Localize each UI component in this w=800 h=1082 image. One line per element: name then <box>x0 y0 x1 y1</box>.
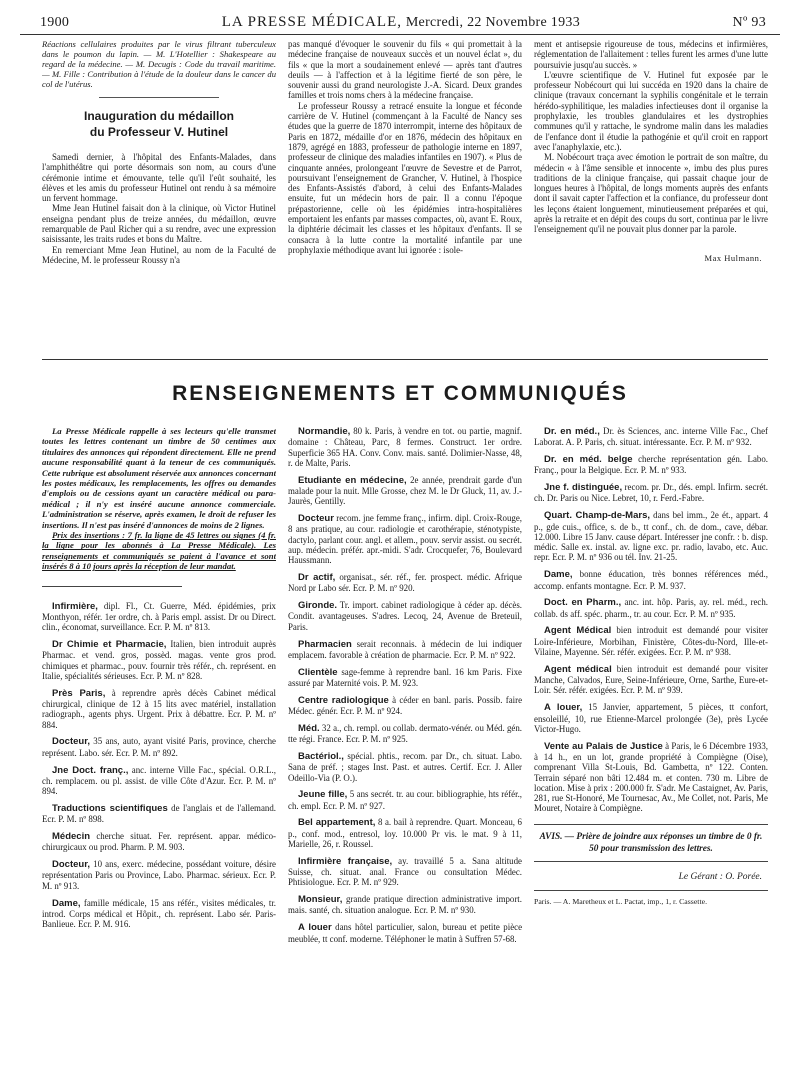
ad-text: bonne éducation, très bonnes références méd., accomp. enfants montagne. Ecr. P. M. 937. <box>534 569 768 591</box>
top-column-1 <box>42 39 276 357</box>
ad-text: 80 k. Paris, à vendre en tot. ou partie, magnif. domaine : Château, Parc, 8 fermes. Construct. 1er ordre. Superficie 365 HA. Conv. Conv. mais. santé. Dolimier-Nasse, 48, r. de Malte, Paris. <box>288 426 522 468</box>
ad-keyword: Dr Chimie et Pharmacie, <box>52 639 167 651</box>
classified-ad <box>288 789 522 811</box>
intro-paragraph: La Presse Médicale rappelle à ses lecteurs qu'elle transmet toutes les lettres contenant un timbre de 50 centimes aux titulaires des annonces qui répondent directement. Elle ne prend aucune responsabilité quant à la teneur de ces communiqués. Cette rubrique est absolument réservée aux annonces concernant les postes médicaux, les remplacements, les offres ou demandes d'emplois ou de cessions ayant un caractère médical ou para-médical ; il n'y est inséré aucune annonce commerciale. L'administration se réserve, après examen, le droit de refuser les insertions. Il n'est pas inséré d'annonces de moins de 2 lignes. <box>42 426 276 530</box>
ad-keyword: Etudiante en médecine, <box>298 474 407 486</box>
ad-keyword: Infirmière, <box>52 600 98 612</box>
printer-imprint: Paris. — A. Maretheux et L. Pactat, imp., 1, r. Cassette. <box>534 890 768 907</box>
classified-ad <box>288 600 522 632</box>
classified-ads <box>20 426 780 1076</box>
ad-text: 32 a., ch. rempl. ou collab. dermato-vénér. ou Méd. gén. tte régi. France. Ecr. P. M. nº 925. <box>288 722 522 745</box>
ad-keyword: Jne f. distinguée, <box>544 482 623 494</box>
paragraph: Mme Jean Hutinel faisait don à la clinique, où Victor Hutinel enseigna pendant plus de treize années, du médaillon, œuvre remarquable de Paul Richer qui a su rendre, avec une expression saisissante, les traits rudes et bons du Maître. <box>42 203 276 245</box>
classified-ad <box>534 702 768 734</box>
author-signature: Max Hulmann. <box>704 252 762 263</box>
ad-keyword: Docteur, <box>52 859 91 871</box>
journal-title: LA PRESSE MÉDICALE, <box>221 14 402 30</box>
ads-column-2 <box>288 426 522 1076</box>
classified-ad <box>534 454 768 476</box>
classified-ad <box>42 639 276 681</box>
section-divider <box>42 359 768 360</box>
journal-masthead <box>222 14 580 31</box>
ad-keyword: Dr actif, <box>298 572 336 584</box>
ad-text: de l'anglais et de l'allemand. Ecr. P. M. nº 898. <box>42 802 276 825</box>
classified-ad <box>534 426 768 448</box>
ad-text: dans bel imm., 2e ét., appart. 4 p., gde cuis., office, s. de b., tt conf., ch. de dom., cave, débar. 12.000. Libre 15 Janv. cause départ. Intéresser jne confr. : b. disp. médic. Salle ex. instal. av. ligne exc. pr. radio, lavabo, etc. Auc. repr. Ecr. P. M. nº 936 ou tél. Inv. 21-25. <box>534 510 768 563</box>
ad-keyword: Médecin <box>52 831 91 843</box>
ad-keyword: Docteur <box>298 513 334 525</box>
ad-text: cherche situat. Fer. représent. appar. médico-chirurgicaux ou prod. Pharm. P. M. 903. <box>42 831 276 853</box>
ad-keyword: Bactériol., <box>298 750 344 762</box>
classified-ad <box>42 859 276 891</box>
classified-ad <box>288 639 522 661</box>
issue-date: Mercredi, 22 Novembre 1933 <box>405 15 581 30</box>
classified-ad <box>288 922 522 944</box>
ad-text: organisat., sér. réf., fer. prospect. médic. Afrique Nord pr Labo sér. Ecr. P. M. nº 920. <box>288 572 522 594</box>
ad-text: 8 a. bail à reprendre. Quart. Monceau, 6 p., conf. mod., entresol, loy. 10.000 Pr vis. le mat. 9 à 11, Marielle, 26, r. Roussel. <box>288 817 522 849</box>
classified-ad <box>288 667 522 689</box>
ads-list-1 <box>42 601 276 930</box>
section-title: RENSEIGNEMENTS ET COMMUNIQUÉS <box>172 382 628 405</box>
ad-text: 2e année, prendrait garde d'un malade pour la nuit. Mlle Grosse, chez M. le Dr Gluck, 11, av. J.-Jaurès, Gentilly. <box>288 474 522 507</box>
ad-text: 35 ans, auto, ayant visité Paris, province, cherche représent. Labo. sér. Ecr. P. M. nº 892. <box>42 736 276 758</box>
page-header <box>20 14 780 35</box>
article-title-line-1: Inauguration du médaillon <box>84 109 234 123</box>
classified-ad <box>288 817 522 849</box>
ad-keyword: Dr. en méd. belge <box>544 454 633 466</box>
issue-number: Nº 93 <box>732 15 766 30</box>
classified-ad <box>288 894 522 916</box>
previous-article-tail: Réactions cellulaires produites par le virus filtrant tuberculeux dans le poumon du lapin. — M. L'Hotellier : Shakespeare au regard de la médecine. — M. Decugis : Code du travail maritime. — M. Fille : Contribution à l'étude de la douleur dans le cancer du col de l'utérus. <box>42 39 276 89</box>
paragraph: Samedi dernier, à l'hôpital des Enfants-Malades, dans l'amphithéâtre qui porte désormais son nom, au cours d'une cérémonie intime et émouvante, telle qu'il l'eût souhaité, les élèves et les amis du professeur Hutinel ont rendu à sa mémoire un fervent hommage. <box>42 152 276 204</box>
ad-text: 15 Janvier, appartement, 5 pièces, tt confort, ensoleillé, 10, rue Etienne-Marcel prolongée (3e), près Lycée Victor-Hugo. <box>534 702 768 734</box>
paragraph: Le professeur Roussy a retracé ensuite la longue et féconde carrière de V. Hutinel (commençant à la Faculté de Nancy ses études que la guerre de 1870 interrompit, interne des hôpitaux de Paris en 1872, médaille d'or en 1876, médecin des hôpitaux en 1879, agrégé en 1883, professeur de pathologie interne en 1897, professeur de clinique des maladies infantiles en 1907). « Plus de cinquante années, prolongeant l'œuvre de Sevestre et de Parrot, poursuivant l'enseignement de Grancher, V. Hutinel, à l'hospice des Enfants-Assistés d'abord, à celui des Enfants-Malades ensuite, fut un médecin hors de pair. Il a connu l'époque prépastorienne, celle où les épidémies intra-hospitalières emportaient les enfants par masses compactes, où, avant E. Roux, la diphtérie décimait les classes et les hôpitaux d'enfants. Il se consacra à la lutte contre la mortalité infantile par une prophylaxie méthodique avant lui ignorée : isole- <box>288 100 522 255</box>
ads-column-3 <box>534 426 768 1076</box>
article-title <box>42 108 276 140</box>
classified-ad <box>42 765 276 797</box>
ad-text: 5 ans secrét. tr. au cour. bibliographie, hts référ., ch. empl. Ecr. P. M. nº 927. <box>288 789 522 811</box>
ad-text: à céder en banl. paris. Possib. faire Médec. génér. Ecr. P. M. nº 924. <box>288 694 522 717</box>
ad-text: à Paris, le 6 Décembre 1933, à 14 h., en un lot, grande propriété à Compiègne (Oise), comprenant Villa St-Louis, Bd. Gambetta, nº 122. Conten. Terrain séparé non bâti 12.484 m. et conten. 730 m. Libre de location. Mise à prix : 200.000 fr. S'adr. Me Castaignet, Av. Paris, 281, rue St-Honoré, Me Tournesac, Av., Me Collet, not. Paris, Me Mouret, Notaire à Compiègne. <box>534 740 768 814</box>
classified-ad <box>42 601 276 633</box>
ad-text: serait reconnais. à médecin de lui indiquer emplacem. favorable à création de pharmacie. Ecr. P. M. nº 922. <box>288 638 522 660</box>
divider <box>42 586 182 587</box>
ad-keyword: A louer, <box>544 702 583 714</box>
classified-ad <box>42 803 276 825</box>
ad-text: spécial. phtis., recom. par Dr., ch. situat. Labo. Sana de préf. ; stages Inst. Past. et autres. Certif. Ecr. J. Aller Odeillo-Via (P. O.). <box>288 750 522 783</box>
ad-text: sage-femme à reprendre banl. 16 km Paris. Fixe assuré par Maternité vois. P. M. 923. <box>288 666 522 688</box>
ad-keyword: Monsieur, <box>298 894 343 906</box>
ad-text: bien introduit est demandé pour visiter Manche, Calvados, Eure, Seine-Inférieure, Orne, Sarthe, Eure-et-Loir. Sér. référ. exigées. Ecr. P. M. nº 939. <box>534 663 768 696</box>
ads-intro <box>42 426 276 572</box>
ad-keyword: Infirmière française, <box>298 855 393 867</box>
classified-ad <box>288 426 522 468</box>
ad-keyword: Agent médical <box>544 663 612 675</box>
ad-text: grande pratique direction administrative import. mais. santé, ch. situation analogue. Ecr. P. M. nº 930. <box>288 894 522 916</box>
ad-text: bien introduit est demandé pour visiter Loire-Inférieure, Morbihan, Finistère, Côtes-du-Nord, Ille-et-Vilaine, Mayenne. Sér. référ. exigées. Ecr. P. M. nº 938. <box>534 625 768 658</box>
ad-text: cherche représentation gén. Labo. Franç., pour la Belgique. Ecr. P. M. nº 933. <box>534 454 768 476</box>
classified-ad <box>288 513 522 565</box>
ad-keyword: Gironde. <box>298 600 338 612</box>
classified-ad <box>42 831 276 853</box>
classified-ad <box>534 741 768 814</box>
classified-ad <box>288 723 522 745</box>
classified-ad <box>534 625 768 657</box>
paragraph: ment et antisepsie rigoureuse de tous, médecins et infirmières, réglementation de l'allaitement : telles furent les armes d'une lutte poursuivie jusqu'au succès. » <box>534 39 768 70</box>
ad-keyword: Près Paris, <box>52 687 106 699</box>
ad-keyword: Dame, <box>52 897 81 909</box>
ad-keyword: Doct. en Pharm., <box>544 597 622 609</box>
ads-column-1 <box>42 426 276 1076</box>
classified-ad <box>534 482 768 504</box>
ad-keyword: Bel appartement, <box>298 817 376 829</box>
ad-keyword: Agent Médical <box>544 625 612 637</box>
classified-ad <box>42 688 276 730</box>
ad-text: famille médicale, 15 ans référ., visites médicales, tr. introd. Corps médical et Hôpit., ch. représent. Labo sér. Paris-Banlieue. Ecr. P. M. 916. <box>42 897 276 930</box>
classified-ad <box>288 695 522 717</box>
manager-line: Le Gérant : O. Porée. <box>678 871 762 882</box>
ad-keyword: Pharmacien <box>298 638 352 650</box>
ad-text: recom. pr. Dr., dés. empl. Infirm. secrét. ch. Dr. Paris ou Nice. Lebret, 10, r. Ferd.-Fabre. <box>534 482 768 504</box>
ad-text: Italien, bien introduit auprès Pharmac. et vend. gros, possèd. magas. vente gros prod. chimiques et pharmac., pouv. fournir très référ., ch. représent. en Italie, spécialités sérieuses. Ecr. P. M. nº 828. <box>42 639 276 681</box>
paragraph: M. Nobécourt traça avec émotion le portrait de son maître, du médecin « à l'âme sensible et innocente », imbu des plus pures traditions de la clinique française, qui passait chaque jour de longues heures à l'hôpital, de longs moments auprès des enfants dont il savait capter l'affection et la confiance, du professeur dont les leçons étaient longuement, minutieusement préparées et qui, après la retraite et en dépit des coups du sort, continua par le livre l'enseignement qu'il ne pouvait plus donner par la parole. <box>534 152 768 235</box>
divider <box>99 97 219 98</box>
classified-ad <box>534 597 768 619</box>
pricing-paragraph: Prix des insertions : 7 fr. la ligne de 45 lettres ou signes (4 fr. la ligne pour les abonnés à La Presse Médicale). Les renseignements et communiqués se paient à l'avance et sont insérés 8 à 10 jours après la réception de leur mandat. <box>42 530 276 572</box>
ad-text: anc. interne Ville Fac., spécial. O.R.L., ch. remplacem. ou pl. assist. de ville Côte d'Azur. Ecr. P. M. nº 894. <box>42 764 276 797</box>
page-number: 1900 <box>40 15 70 30</box>
ads-list-3 <box>534 426 768 814</box>
classified-ad <box>534 510 768 562</box>
ad-text: ay. travaillé 5 a. Sana altitude Suisse, ch. situat. anal. France ou consultation Médec. Phtisiologue. Ecr. P. M. nº 929. <box>288 855 522 888</box>
classified-ad <box>42 898 276 930</box>
ad-keyword: Clientèle <box>298 666 338 678</box>
classified-ad <box>288 572 522 594</box>
top-column-2 <box>288 39 522 357</box>
ad-text: 10 ans, exerc. médecine, possédant voiture, désire représentation Paris ou Province, Labo. Pharmac. sérieux. Ecr. P. M. nº 913. <box>42 859 276 891</box>
ad-keyword: Quart. Champ-de-Mars, <box>544 510 650 522</box>
ad-text: anc. int. hôp. Paris, ay. rel. méd., rech. collab. ds aff. spéc. pharm., tr. au cour. Ecr. P. M. nº 935. <box>534 597 768 619</box>
ad-keyword: Jeune fille, <box>298 789 348 801</box>
paragraph: En remerciant Mme Jean Hutinel, au nom de la Faculté de Médecine, M. le professeur Roussy n'a <box>42 244 276 265</box>
ad-keyword: Dr. en méd., <box>544 426 600 437</box>
ad-keyword: Docteur, <box>52 736 91 748</box>
ad-text: Dr. ès Sciences, anc. interne Ville Fac., Chef Laborat. A. P. Paris, ch. situat. intéressante. Ecr. P. M. nº 932. <box>534 426 768 448</box>
ad-keyword: Centre radiologique <box>298 694 389 706</box>
paragraph: L'œuvre scientifique de V. Hutinel fut exposée par le professeur Nobécourt qui lui succéda en 1920 dans la chaire de clinique (travaux concernant la syphilis congénitale et le terrain hérédo-syphilitique, les maladies infectieuses dont il organise la prophylaxie, les troubles glandulaires et les dystrophies communes qu'il y rattache, le syndrome malin dans les maladies de l'enfance dont il étudie la pathogénie et qu'il croit en rapport avec l'anaphylaxie, etc.). <box>534 69 768 152</box>
classified-ad <box>42 736 276 758</box>
ad-keyword: Traductions scientifiques <box>52 802 168 814</box>
classified-ad <box>288 751 522 783</box>
classified-ad <box>534 569 768 591</box>
ad-keyword: Méd. <box>298 722 320 734</box>
ad-keyword: Normandie, <box>298 426 351 437</box>
ad-keyword: Vente au Palais de Justice <box>544 740 663 752</box>
ad-text: à reprendre après décès Cabinet médical chirurgical, clinique de 12 à 15 lits avec matériel, installation radiograph., agents phys. Urgent. Prix à débattre. Ecr. P. M. nº 884. <box>42 687 276 730</box>
ad-text: recom. jne femme franç., infirm. dipl. Croix-Rouge, 8 ans pratique, au cour. radiologie et carothérapie, sténotypiste, dactylo, parlant cour. angl. et allem., pouv. servir assist. ou secrét. aup. médecin. préfér. apr.-midi. S'adr. Crocquefer, 76, Boulevard Haussmann. <box>288 513 522 566</box>
classified-ad <box>288 475 522 507</box>
ad-keyword: A louer <box>298 922 332 934</box>
ad-keyword: Jne Doct. franç., <box>52 764 129 776</box>
classified-ad <box>288 856 522 888</box>
notice-box: AVIS. — Prière de joindre aux réponses un timbre de 0 fr. 50 pour transmission des lettres. <box>534 824 768 862</box>
ad-keyword: Dame, <box>544 569 573 581</box>
top-article <box>20 35 780 357</box>
paragraph: pas manqué d'évoquer le souvenir du fils « qui promettait à la médecine française de nouveaux succès et un nouvel éclat », du fils « que la mort a soudainement enlevé — après tant d'autres deuils — à l'affection et à la légitime fierté de son père, le souvenir aussi du grand neurologiste J.-A. Sicard. Deux grandes familles et trois noms chers à la médecine française. <box>288 39 522 101</box>
top-column-3 <box>534 39 768 357</box>
ad-text: dipl. Fl., Ct. Guerre, Méd. épidémies, prix Monthyon, référ. 1er ordre, ch. à Paris empl. assist. Dr ou Direct. clin., économat, surveillance. Ecr. P. M. nº 813. <box>42 600 276 633</box>
ad-text: Tr. import. cabinet radiologique à céder ap. décès. Condit. avantageuses. S'adres. Lecoq, 24, Avenue de Breteuil, Paris. <box>288 600 522 632</box>
article-title-line-2: du Professeur V. Hutinel <box>89 125 229 139</box>
classified-ad <box>534 664 768 696</box>
ad-text: dans hôtel particulier, salon, bureau et petite pièce meublée, tt conf. moderne. Téléphoner le matin à Suffren 57-68. <box>288 922 522 944</box>
